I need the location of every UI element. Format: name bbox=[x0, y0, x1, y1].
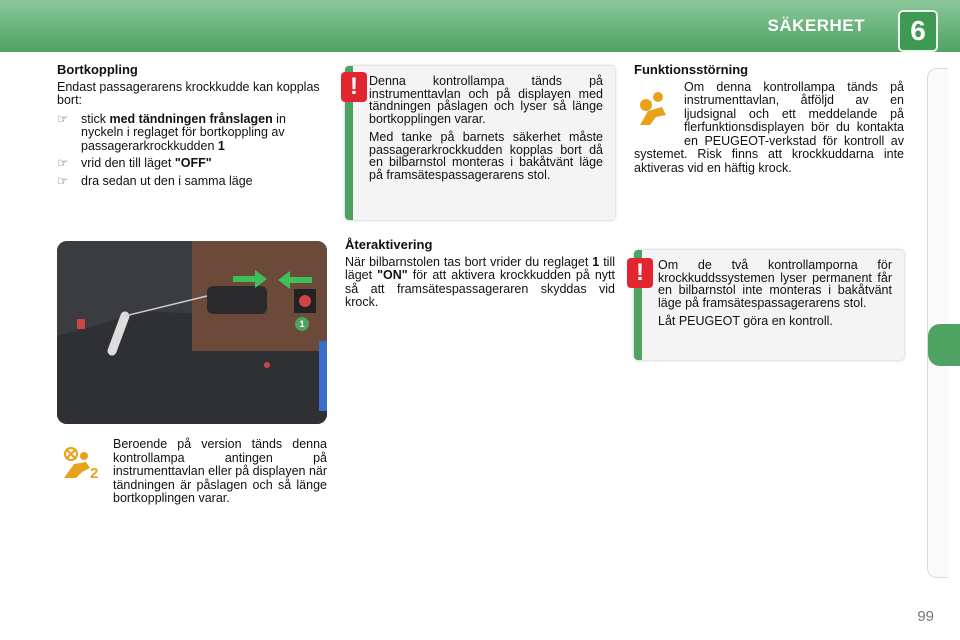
warning-callout-malfunction: Om de två kontrollamporna för krockkuddssystemen lyser permanent får en bilbarnstol inte monteras i bakåtvänt läge på framsätespassagerarens stol. Låt PEUGEOT göra en kontroll. bbox=[634, 250, 904, 360]
heading-ateraktivering: Återaktivering bbox=[345, 237, 433, 252]
side-tab-active bbox=[928, 324, 960, 366]
heading-funktionsstorning: Funktionsstörning bbox=[634, 62, 749, 77]
list-item: ☞ stick med tändningen frånslagen in nyckeln i reglaget för bortkoppling av passagerarkrockkudden 1 bbox=[57, 111, 286, 153]
svg-text:2: 2 bbox=[90, 465, 99, 480]
airbag-warning-icon bbox=[60, 446, 102, 485]
caption-text: Beroende på version tänds denna kontrollampa antingen på instrumenttavlan eller på displayen när tändningen är påslagen och så länge bortkopplingen varar. bbox=[113, 437, 328, 505]
malfunction-text: Om denna kontrollampa tänds på instrumenttavlan, åtföljd av en ljudsignal och ett meddelande på flerfunktionsdisplayen bör du kontakta en PEUGEOT-verkstad för kontroll av systemet. Risk finns att krockkuddarna inte aktiveras vid en häftig krock. bbox=[634, 79, 904, 175]
reactivation-text: När bilbarnstolen tas bort vrider du reglaget 1 till läget "ON" för att aktivera krockkudden på nytt så att framsätespassageraren skyddas vid krock. bbox=[345, 254, 615, 309]
chapter-badge: 6 bbox=[898, 10, 938, 52]
list-item: ☞ dra sedan ut den i samma läge bbox=[57, 173, 253, 188]
section-title: SÄKERHET bbox=[767, 16, 865, 35]
side-tab-rail bbox=[927, 68, 948, 578]
list-item: ☞ vrid den till läget "OFF" bbox=[57, 156, 212, 170]
airbag-warning-icon bbox=[634, 81, 684, 143]
pointing-hand-icon: ☞ bbox=[57, 173, 69, 188]
page-number: 99 bbox=[917, 608, 934, 625]
pointing-hand-icon: ☞ bbox=[57, 156, 69, 170]
pointing-hand-icon: ☞ bbox=[57, 111, 69, 126]
exclamation-icon: ! bbox=[627, 258, 653, 288]
dashboard-photo bbox=[57, 241, 327, 424]
middle-column bbox=[345, 238, 615, 315]
heading-bortkoppling: Bortkoppling bbox=[57, 62, 138, 77]
left-column bbox=[57, 63, 327, 192]
exclamation-icon: ! bbox=[341, 72, 367, 102]
figure-callout-1: 1 bbox=[295, 317, 309, 331]
warning-callout-deactivation: Denna kontrollampa tänds på instrumenttavlan och på displayen med tändningen påslagen och lyser så länge bortkopplingen varar. Med tanke på barnets säkerhet måste passagerarkrockkudden kopplas bort då en bilbarnstol monteras i bakåtvänt läge på framsätespassagerarens stol. bbox=[345, 66, 615, 220]
right-column bbox=[634, 63, 904, 180]
intro-text: Endast passagerarens krockkudde kan kopplas bort: bbox=[57, 79, 320, 107]
